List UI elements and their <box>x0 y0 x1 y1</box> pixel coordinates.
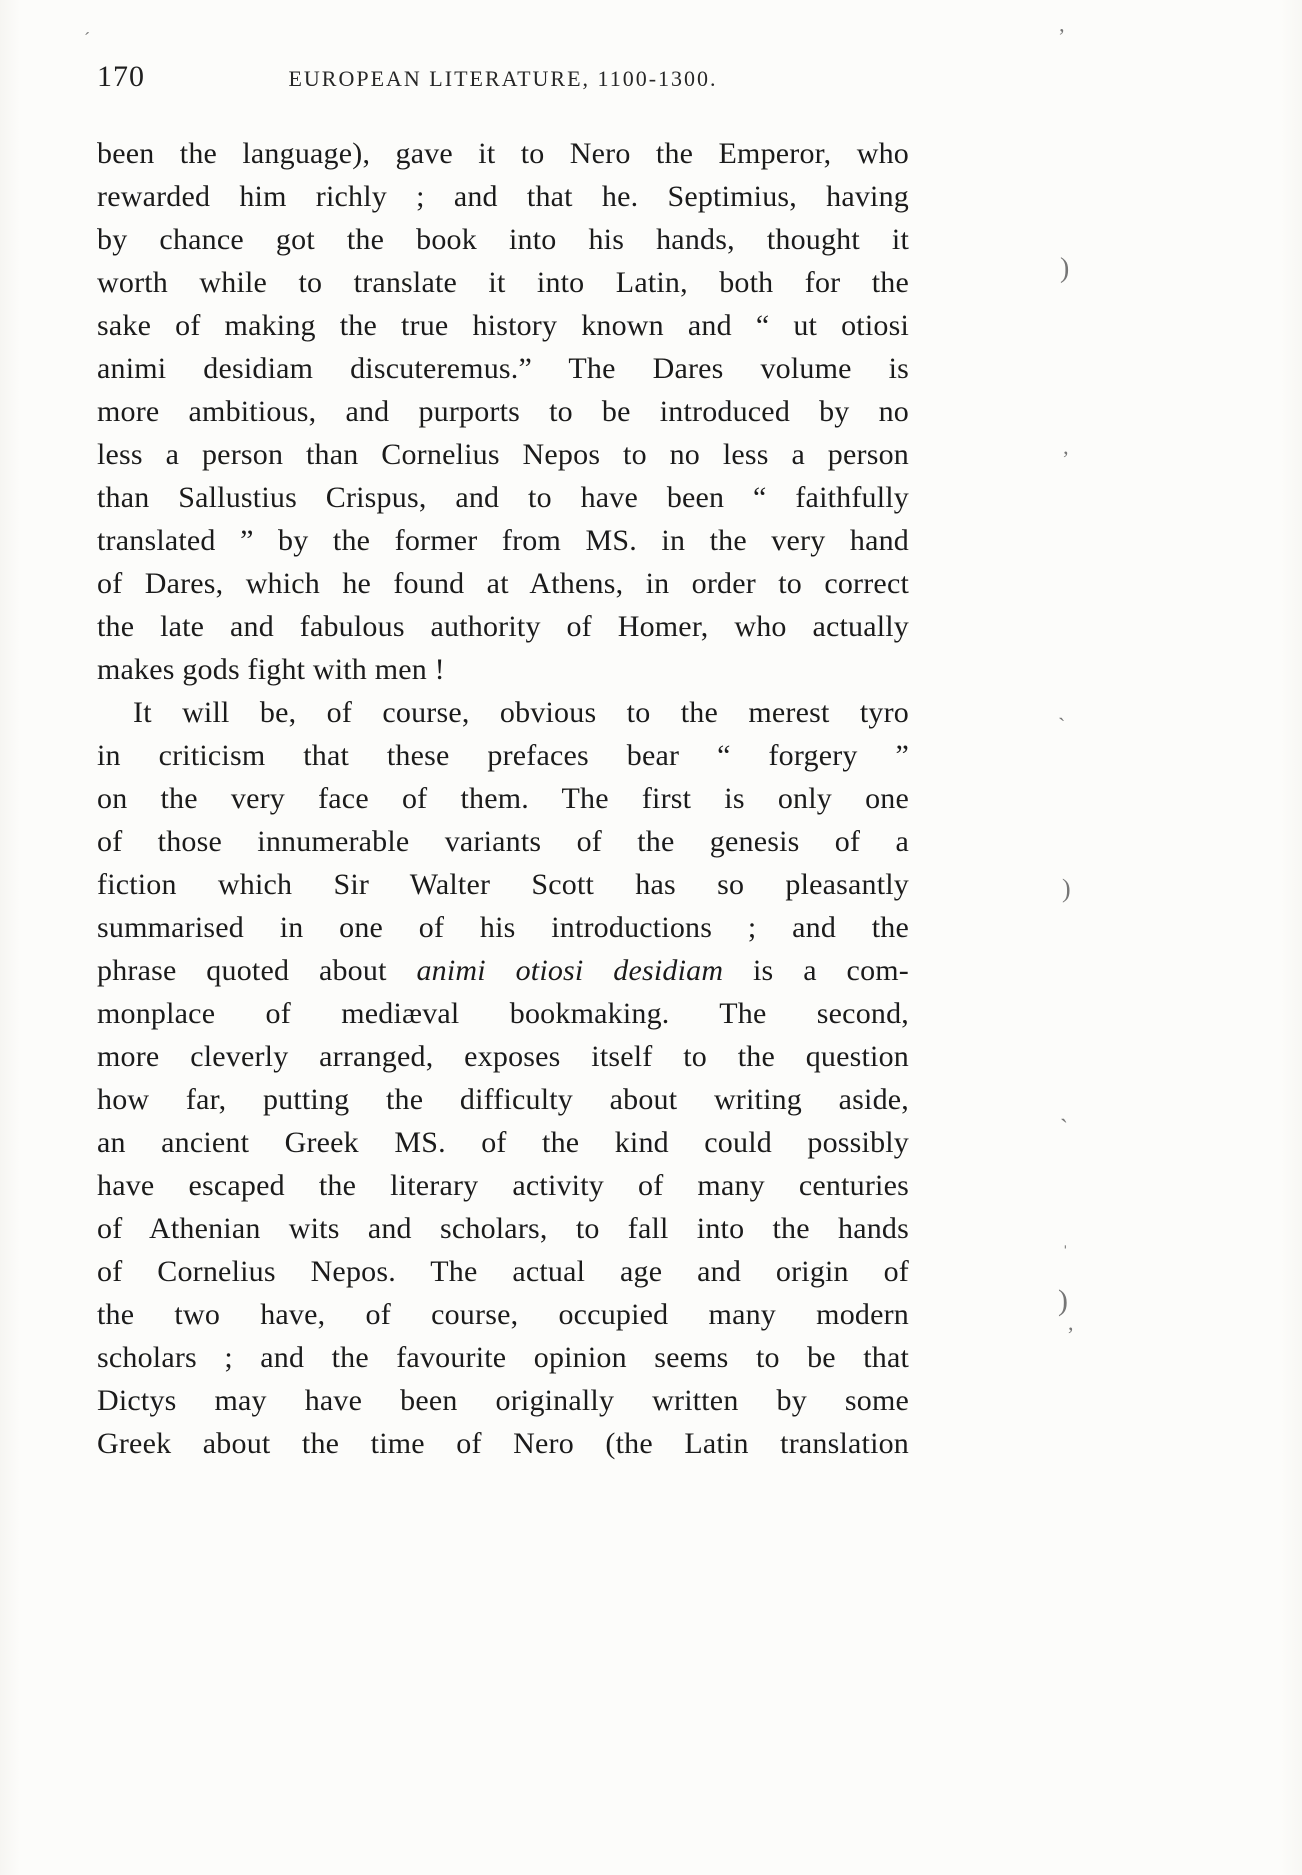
text-segment: of those innumerable variants of the genesis of a <box>97 825 909 858</box>
text-line <box>97 132 909 175</box>
page-header <box>97 58 909 100</box>
scan-artifact: ʼ <box>1058 24 1066 49</box>
text-segment: of Dares, which he found at Athens, in order to correct <box>97 567 909 600</box>
text-line <box>97 1379 909 1422</box>
text-segment: have escaped the literary activity of many centuries <box>97 1169 909 1202</box>
text-line <box>97 1078 909 1121</box>
text-segment: been the language), gave it to Nero the Emperor, who <box>97 137 909 170</box>
text-line <box>97 347 909 390</box>
page-content <box>97 58 909 1465</box>
text-segment: by chance got the book into his hands, thought it <box>97 223 909 256</box>
text-line <box>97 390 909 433</box>
text-line <box>97 519 909 562</box>
text-line <box>97 433 909 476</box>
scan-artifact: ) <box>1060 253 1070 284</box>
scan-artifact: ˏ <box>1058 696 1066 721</box>
text-segment: makes gods fight with men ! <box>97 653 445 686</box>
text-line <box>97 1035 909 1078</box>
text-line <box>97 476 909 519</box>
italic-text-segment: animi otiosi desidiam <box>416 954 724 987</box>
text-segment: monplace of mediæval bookmaking. The second, <box>97 997 909 1030</box>
text-line <box>97 734 909 777</box>
text-line <box>97 605 909 648</box>
text-segment: sake of making the true history known and “ ut otiosi <box>97 309 909 342</box>
text-segment: than Sallustius Crispus, and to have been “ faithfully <box>97 481 909 514</box>
text-segment: Dictys may have been originally written by some <box>97 1384 909 1417</box>
scan-artifact: , <box>1068 1310 1074 1335</box>
text-line <box>97 1250 909 1293</box>
scan-artifact: ) <box>1058 1284 1068 1317</box>
text-segment: on the very face of them. The first is only one <box>97 782 909 815</box>
text-segment: phrase quoted about <box>97 954 417 987</box>
text-segment: is a com- <box>723 954 909 987</box>
text-segment: of Athenian wits and scholars, to fall into the hands <box>97 1212 909 1245</box>
text-line <box>97 218 909 261</box>
text-segment: translated ” by the former from MS. in the very hand <box>97 524 909 557</box>
text-line <box>97 261 909 304</box>
text-segment: the two have, of course, occupied many modern <box>97 1298 909 1331</box>
running-head: EUROPEAN LITERATURE, 1100-1300. <box>288 66 718 91</box>
text-segment: how far, putting the difficulty about writing aside, <box>97 1083 909 1116</box>
text-line <box>97 1207 909 1250</box>
scan-artifact: ) <box>1062 874 1071 903</box>
text-segment: worth while to translate it into Latin, both for the <box>97 266 909 299</box>
text-segment: in criticism that these prefaces bear “ forgery ” <box>97 739 909 772</box>
text-line <box>97 648 909 691</box>
text-segment: an ancient Greek MS. of the kind could possibly <box>97 1126 909 1159</box>
scan-artifact: ˏ <box>1060 1097 1068 1123</box>
text-segment: of Cornelius Nepos. The actual age and origin of <box>97 1255 909 1288</box>
text-line <box>97 175 909 218</box>
text-segment: less a person than Cornelius Nepos to no less a person <box>97 438 909 471</box>
text-line <box>97 1164 909 1207</box>
text-segment: animi desidiam discuteremus.” The Dares volume is <box>97 352 909 385</box>
text-line <box>97 992 909 1035</box>
text-segment: the late and fabulous authority of Homer, who actually <box>97 610 909 643</box>
text-line <box>97 949 909 992</box>
text-line <box>97 906 909 949</box>
text-line <box>97 863 909 906</box>
text-line <box>97 777 909 820</box>
text-segment: more ambitious, and purports to be introduced by no <box>97 395 909 428</box>
text-line <box>97 1422 909 1465</box>
text-line <box>97 562 909 605</box>
text-line <box>97 304 909 347</box>
page-number: 170 <box>97 60 145 93</box>
scan-artifact: ˌ <box>1062 1227 1069 1249</box>
text-line <box>97 1336 909 1379</box>
text-line <box>97 1293 909 1336</box>
scan-artifact: ˊ <box>84 29 90 49</box>
text-line <box>97 691 909 734</box>
scan-artifact: ’ <box>1062 446 1070 471</box>
page-body <box>97 132 909 1465</box>
text-segment: fiction which Sir Walter Scott has so pleasantly <box>97 868 909 901</box>
text-line <box>97 1121 909 1164</box>
text-segment: It will be, of course, obvious to the merest tyro <box>133 696 909 729</box>
text-segment: Greek about the time of Nero (the Latin translation <box>97 1427 909 1460</box>
text-segment: summarised in one of his introductions ; and the <box>97 911 909 944</box>
text-segment: more cleverly arranged, exposes itself to the question <box>97 1040 909 1073</box>
text-segment: scholars ; and the favourite opinion seems to be that <box>97 1341 909 1374</box>
text-line <box>97 820 909 863</box>
text-segment: rewarded him richly ; and that he. Septimius, having <box>97 180 909 213</box>
